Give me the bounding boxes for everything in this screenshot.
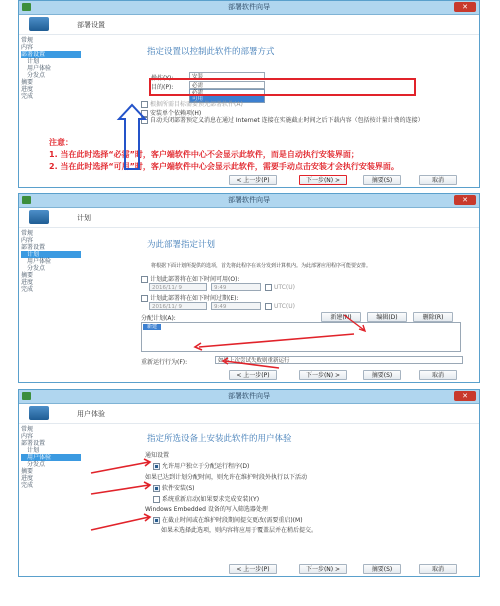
- nav-item[interactable]: 完成: [21, 482, 34, 489]
- page-heading: 指定所选设备上安装此软件的用户体验: [147, 434, 292, 444]
- nav-item[interactable]: 完成: [21, 286, 34, 293]
- checkbox-label: 允许用户独立于分配运行程序(D): [162, 463, 250, 470]
- note-line-1: 1. 当在此时选择“必需”时，客户端软件中心不会显示此软件，而是自动执行安装界面；: [49, 150, 359, 159]
- nav-item[interactable]: 常规: [21, 426, 34, 433]
- description-text: 将根据下面计划所提供的选项，首先将此程序在该分发到计算机内。为此部署应用程序可能要安排。: [151, 263, 372, 269]
- embedded-label: Windows Embedded 设备的写入筛选器处理: [145, 506, 268, 513]
- summary-button[interactable]: 摘要(S): [363, 175, 401, 185]
- annotation-arrows: [19, 194, 480, 383]
- nav-item[interactable]: 进度: [21, 86, 34, 93]
- nav-item-selected[interactable]: 计划: [21, 251, 81, 258]
- checkbox-label: 系统重新启动(如果要求完成安装)(Y): [162, 496, 260, 503]
- checkbox-label: 计划此部署将在如下时间过期(E):: [150, 295, 239, 302]
- window-title: 部署软件向导: [228, 392, 270, 400]
- nav-item[interactable]: 摘要: [21, 272, 34, 279]
- embedded-note: 如果未选择此选项，则内容将应用于覆盖层并在稍后提交。: [161, 527, 318, 534]
- back-button[interactable]: < 上一步(P): [229, 175, 277, 185]
- wizard-window-user-experience: [18, 389, 480, 577]
- nav-item[interactable]: 常规: [21, 230, 34, 237]
- list-item[interactable]: 新建: [143, 324, 161, 330]
- date-field-available[interactable]: 2016/11/ 9: [149, 283, 207, 291]
- time-field-available[interactable]: 9:49: [211, 283, 261, 291]
- nav-item[interactable]: 分发点: [27, 72, 46, 79]
- checkbox-label: UTC(U): [274, 284, 295, 291]
- nav-item[interactable]: 完成: [21, 93, 34, 100]
- cancel-button[interactable]: 取消: [419, 564, 457, 574]
- summary-button[interactable]: 摘要(S): [363, 564, 401, 574]
- nav-item[interactable]: 分发点: [27, 461, 46, 468]
- new-button[interactable]: 新建(N): [321, 312, 361, 322]
- action-label: 操作(Y):: [151, 75, 174, 82]
- nav-item[interactable]: 摘要: [21, 468, 34, 475]
- checkbox-label: 自动关闭部署预定义消息在通过 Internet 连接在实施截止时间之后下载内容（包括按计量计费的连接）: [150, 117, 424, 124]
- nav-item[interactable]: 计划: [27, 58, 40, 65]
- close-icon[interactable]: ✕: [454, 195, 476, 205]
- banner-title: 用户体验: [77, 410, 105, 418]
- close-icon[interactable]: ✕: [454, 391, 476, 401]
- date-field-expire[interactable]: 2016/11/ 9: [149, 302, 207, 310]
- back-button[interactable]: < 上一步(P): [229, 370, 277, 380]
- purpose-label: 目的(P):: [151, 84, 174, 91]
- purpose-select[interactable]: 必需: [189, 81, 265, 89]
- summary-button[interactable]: 摘要(S): [363, 370, 401, 380]
- banner-title: 计划: [77, 214, 91, 222]
- checkbox-label: 安装单个依赖项(H): [150, 110, 202, 117]
- assignment-schedule-label: 分配计划(A):: [141, 315, 176, 322]
- checkbox-label: 软件安装(S): [162, 485, 195, 492]
- checkbox-label: 在截止时间或在维护时段期间提交更改(需要重启)(M): [162, 517, 303, 524]
- note-title: 注意：: [49, 138, 73, 147]
- checkbox-label: 根据所需目标需要预先部署软件(A): [150, 101, 243, 108]
- banner-title: 部署设置: [77, 21, 105, 29]
- nav-item[interactable]: 分发点: [27, 265, 46, 272]
- edit-button[interactable]: 编辑(D): [367, 312, 407, 322]
- note-line-2: 2. 当在此时选择“可用”时，客户端软件中心会显示此软件，需要手动点击安装才会执行安装界面。: [49, 162, 399, 171]
- nav-item-selected[interactable]: 部署设置: [21, 51, 81, 58]
- back-button[interactable]: < 上一步(P): [229, 564, 277, 574]
- nav-item-selected[interactable]: 用户体验: [21, 454, 81, 461]
- time-field-expire[interactable]: 9:49: [211, 302, 261, 310]
- nav-item[interactable]: 内容: [21, 44, 34, 51]
- rerun-select[interactable]: 如果上次尝试失败则重新运行: [215, 356, 463, 364]
- wizard-window-deployment-settings: [18, 0, 480, 188]
- nav-item[interactable]: 部署设置: [21, 244, 46, 251]
- nav-item[interactable]: 计划: [27, 447, 40, 454]
- nav-item[interactable]: 进度: [21, 279, 34, 286]
- next-button[interactable]: 下一步(N) >: [299, 175, 347, 185]
- nav-item[interactable]: 进度: [21, 475, 34, 482]
- next-button[interactable]: 下一步(N) >: [299, 370, 347, 380]
- close-icon[interactable]: ✕: [454, 2, 476, 12]
- nav-item[interactable]: 摘要: [21, 79, 34, 86]
- nav-item[interactable]: 内容: [21, 237, 34, 244]
- nav-item[interactable]: 部署设置: [21, 440, 46, 447]
- annotation-arrow-up: [19, 1, 480, 188]
- rerun-label: 重新运行行为(F):: [141, 359, 188, 366]
- cancel-button[interactable]: 取消: [419, 370, 457, 380]
- action-select[interactable]: 安装: [189, 72, 265, 80]
- nav-item[interactable]: 内容: [21, 433, 34, 440]
- nav-item[interactable]: 用户体验: [27, 65, 52, 72]
- window-title: 部署软件向导: [228, 196, 270, 204]
- page-heading: 指定设置以控制此软件的部署方式: [147, 47, 275, 57]
- next-button[interactable]: 下一步(N) >: [299, 564, 347, 574]
- dropdown-option[interactable]: 必需: [192, 90, 204, 96]
- checkbox-label: UTC(U): [274, 303, 295, 310]
- nav-item[interactable]: 常规: [21, 37, 34, 44]
- delete-button[interactable]: 删除(R): [413, 312, 453, 322]
- wizard-window-schedule: [18, 193, 480, 383]
- maintenance-text: 如果已达到计划分配时间，则允许在维护时段外执行以下活动: [145, 474, 308, 481]
- page-heading: 为此部署指定计划: [147, 240, 216, 250]
- checkbox-label: 计划此部署将在如下时间可用(O):: [150, 276, 240, 283]
- nav-item[interactable]: 用户体验: [27, 258, 52, 265]
- annotation-arrows: [19, 390, 480, 577]
- dropdown-option[interactable]: 可用: [190, 96, 264, 102]
- cancel-button[interactable]: 取消: [419, 175, 457, 185]
- window-title: 部署软件向导: [228, 3, 270, 11]
- notification-settings-label: 通知设置: [145, 452, 170, 459]
